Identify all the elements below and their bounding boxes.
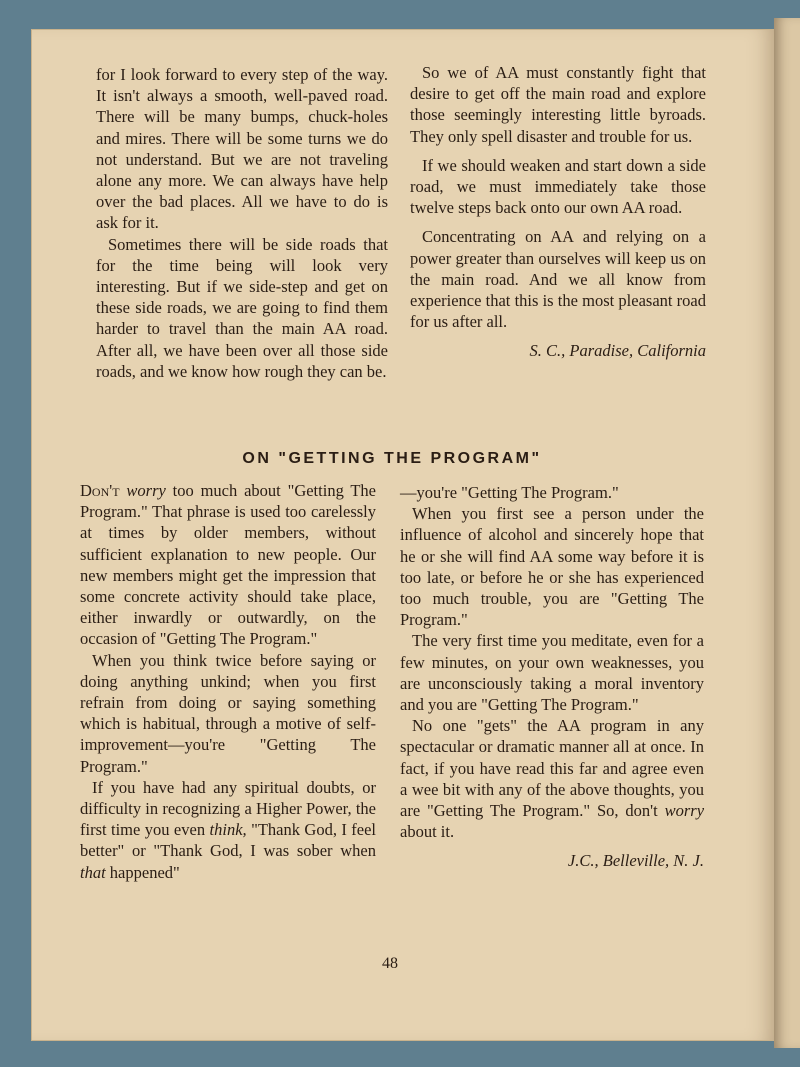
paragraph: If we should weaken and start down a side road, we must immediately take those twelve steps back onto our own AA road. (410, 155, 706, 218)
emphasis: worry (126, 481, 166, 500)
text: "Thank God, I feel better" or "Thank God, I was sober when (80, 820, 377, 861)
paragraph: When you first see a person under the influence of alcohol and sincerely hope that he or she will find AA some way before it is too late, or before he or she has experienced too much trouble, you are "Getting The Program." (400, 504, 704, 630)
text: No one "gets" the AA program in any spectacular or dramatic manner all at once. In fact, if you have read this far and agree even a wee bit with any of the above thoughts, you are "Getting The Program." So, don't (400, 716, 704, 821)
paragraph (80, 480, 376, 650)
lead-word: Don't (80, 481, 120, 500)
paragraph (400, 715, 704, 842)
text: If you have had any spiritual doubts, or difficulty in recognizing a Higher Power, the first time you even (80, 777, 376, 840)
article2-left-column (80, 480, 376, 883)
paragraph: When you think twice before saying or doing anything unkind; when you first refrain from doing or saying something which is habitual, through a motive of self-improvement—you're "Getting The Program." (80, 650, 376, 776)
article2-heading: ON "GETTING THE PROGRAM" (242, 450, 542, 467)
emphasis: worry (664, 801, 705, 821)
emphasis: think, (209, 820, 247, 840)
paragraph: —you're "Getting The Program." (400, 483, 619, 502)
paragraph: for I look forward to every step of the way. It isn't always a smooth, well-paved road. There will be many bumps, chuck-holes and mires. There will be some turns we do not understand. But we are not traveling alone any more. We can always have help over the bad places. All we have to do is ask for it. (96, 65, 388, 233)
article2-signature: J.C., Belleville, N. J. (567, 851, 704, 871)
article2-right-column (400, 482, 704, 872)
paragraph: The very first time you meditate, even for a few minutes, on your own weaknesses, you are unconsciously taking a moral inventory and you are "Getting The Program." (400, 631, 704, 715)
article1-signature: S. C., Paradise, California (529, 341, 706, 361)
paragraph: So we of AA must constantly fight that desire to get off the main road and explore those seemingly interesting little byroads. They only spell disaster and trouble for us. (410, 63, 706, 146)
article1-left-column (96, 64, 388, 382)
article1-right-column (410, 62, 706, 362)
adjacent-page-edge (774, 18, 800, 1048)
paragraph: Sometimes there will be side roads that for the time being will look very interesting. But if we side-step and get on these side roads, we are going to find them harder to travel than the main AA road. After all, we have been over all those side roads, and we know how rough they can be. (96, 234, 388, 381)
text: happened" (109, 862, 180, 882)
paragraph: Concentrating on AA and relying on a power greater than ourselves will keep us on the main road. And we all know from experience that this is the most pleasant road for us after all. (410, 227, 706, 332)
text: about it. (400, 822, 455, 842)
paragraph (80, 777, 376, 883)
emphasis: that (80, 862, 106, 882)
page-number: 48 (382, 955, 398, 972)
text: too much about "Getting The Program." That phrase is used too carelessly at times by older members, without sufficient explanation to new people. Our new members might get the impression that some concrete activity should take place, either inwardly or outwardly, on the occasion of "Getting The Program." (80, 481, 377, 649)
